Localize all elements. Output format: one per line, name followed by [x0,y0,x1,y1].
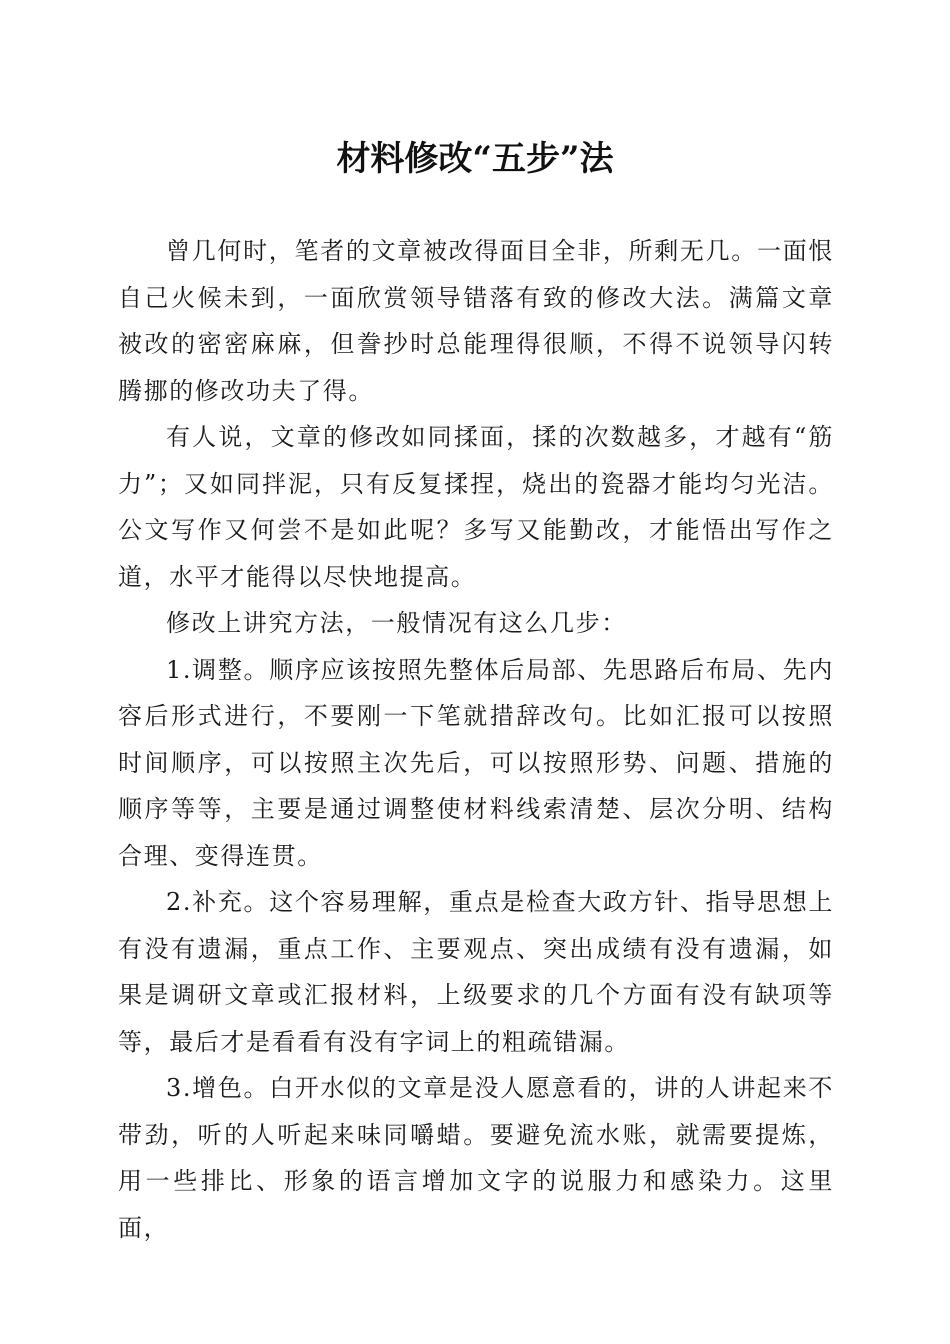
paragraph-step-supplement: 2.补充。这个容易理解，重点是检查大政方针、指导思想上有没有遗漏，重点工作、主要观点、突出成绩有没有遗漏，如果是调研文章或汇报材料，上级要求的几个方面有没有缺项等等，最后才是看看有没有字词上的粗疏错漏。 [118,888,834,1056]
paragraph-analogy: 有人说，文章的修改如同揉面，揉的次数越多，才越有“筋力”；又如同拌泥，只有反复揉捏，烧出的瓷器才能均匀光洁。公文写作又何尝不是如此呢？多写又能勤改，才能悟出写作之道，水平才能得以尽快地提高。 [118,423,834,591]
paragraph-method-lead: 修改上讲究方法，一般情况有这么几步： [166,609,627,637]
document-title: 材料修改“五步”法 [336,139,614,179]
paragraph-step-enhance: 3.增色。白开水似的文章是没人愿意看的，讲的人讲起来不带劲，听的人听起来味同嚼蜡。要避免流水账，就需要提炼，用一些排比、形象的语言增加文字的说服力和感染力。这里面， [118,1074,834,1242]
paragraph-intro: 曾几何时，笔者的文章被改得面目全非，所剩无几。一面恨自己火候未到，一面欣赏领导错落有致的修改大法。满篇文章被改的密密麻麻，但誊抄时总能理得很顺，不得不说领导闪转腾挪的修改功夫了得。 [118,237,834,405]
document-body [118,228,834,1251]
paragraph-step-adjust: 1.调整。顺序应该按照先整体后局部、先思路后布局、先内容后形式进行，不要刚一下笔就措辞改句。比如汇报可以按照时间顺序，可以按照主次先后，可以按照形势、问题、措施的顺序等等，主要是通过调整使材料线索清楚、层次分明、结构合理、变得连贯。 [118,655,834,870]
